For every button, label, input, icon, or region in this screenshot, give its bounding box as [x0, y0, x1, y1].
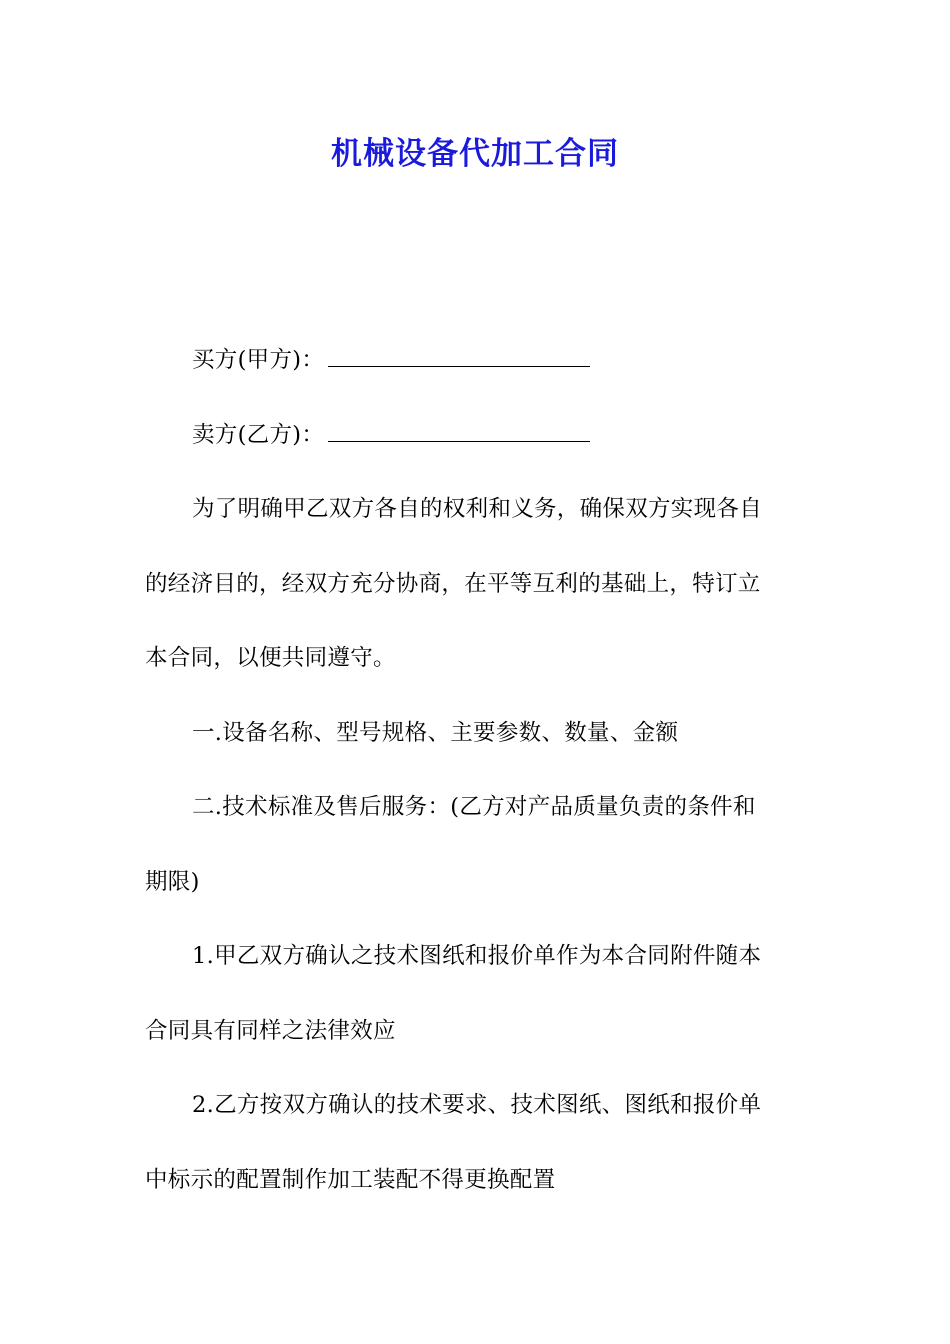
- paragraph-line: 的经济目的，经双方充分协商，在平等互利的基础上，特订立: [145, 570, 761, 597]
- paragraph-line: 为了明确甲乙双方各自的权利和义务，确保双方实现各自: [192, 496, 763, 522]
- clause-2: 2.乙方按双方确认的技术要求、技术图纸、图纸和报价单: [192, 1092, 762, 1118]
- seller-field: [145, 398, 805, 473]
- buyer-field: [145, 323, 805, 398]
- paragraph-line: 期限): [145, 868, 200, 895]
- paragraph-line: 本合同，以便共同遵守。: [145, 645, 396, 671]
- document-title: 机械设备代加工合同: [331, 136, 619, 172]
- paragraph-line: 中标示的配置制作加工装配不得更换配置: [145, 1166, 556, 1193]
- seller-blank-line[interactable]: [328, 421, 590, 442]
- seller-label: 卖方(乙方)：: [192, 421, 325, 448]
- buyer-blank-line[interactable]: [328, 346, 590, 367]
- section-heading-2: 二.技术标准及售后服务：(乙方对产品质量负责的条件和: [192, 794, 756, 820]
- paragraph-line: 合同具有同样之法律效应: [145, 1017, 396, 1044]
- section-heading-1: 一.设备名称、型号规格、主要参数、数量、金额: [192, 719, 679, 746]
- document-body: [145, 323, 805, 1217]
- buyer-label: 买方(甲方)：: [192, 347, 325, 373]
- clause-1: 1.甲乙双方确认之技术图纸和报价单作为本合同附件随本: [192, 943, 762, 969]
